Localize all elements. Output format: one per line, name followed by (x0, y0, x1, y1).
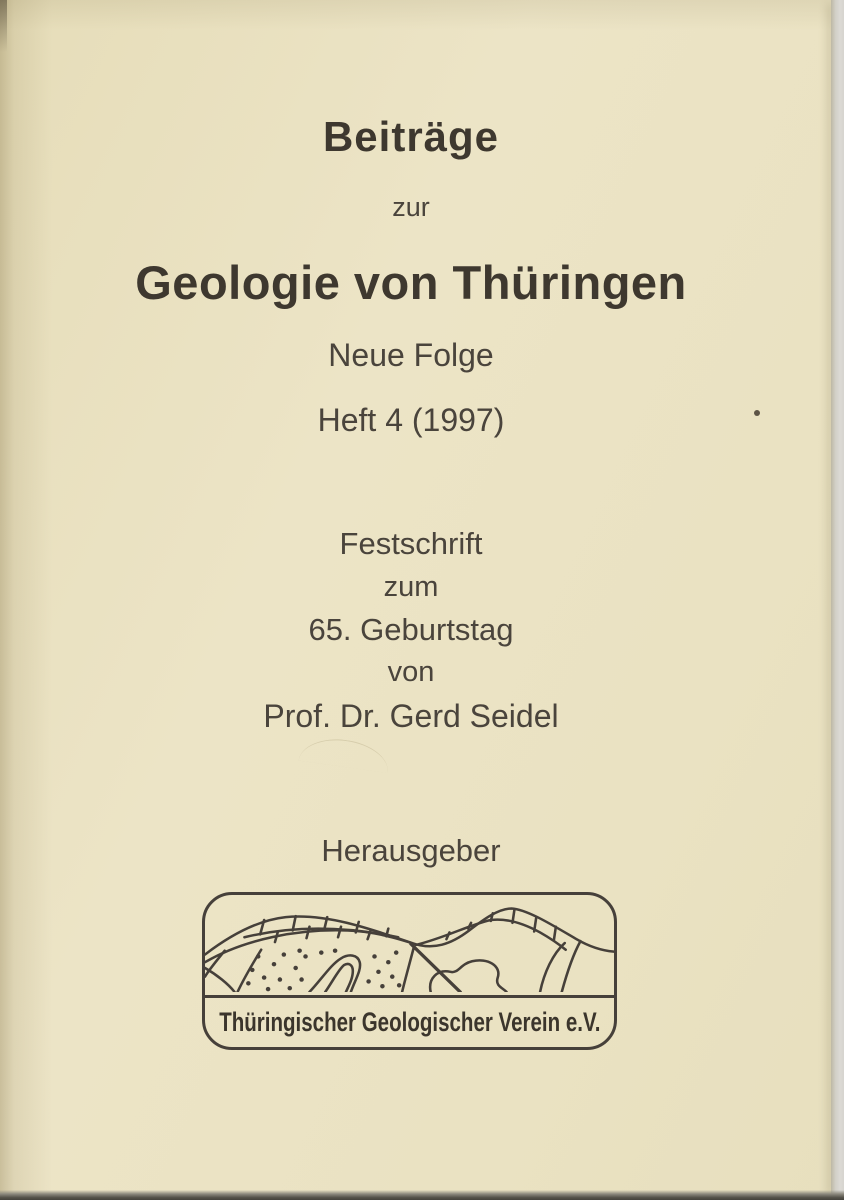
series-subject: Geologie von Thüringen (135, 256, 687, 309)
series-connector: zur (392, 192, 430, 222)
geological-cross-section-icon (205, 895, 614, 998)
scan-edge-top-left (0, 0, 7, 52)
publisher-logo-text-row (205, 998, 614, 1047)
scan-edge-bottom (0, 1190, 844, 1200)
series-note: Neue Folge (328, 337, 494, 373)
dedication-line-5: Prof. Dr. Gerd Seidel (263, 698, 559, 734)
dedication-line-3: 65. Geburtstag (308, 612, 514, 647)
publisher-label: Herausgeber (321, 833, 501, 868)
dedication-line-2: zum (383, 571, 439, 603)
dedication-line-4: von (387, 656, 435, 688)
publisher-logo-text: Thüringischer Geologischer Verein e.V. (218, 1007, 601, 1037)
scan-edge-right (831, 0, 844, 1200)
publisher-logo (202, 892, 617, 1050)
dedication-line-1: Festschrift (339, 526, 483, 561)
paper-speck (754, 410, 760, 416)
series-title: Beiträge (322, 113, 500, 160)
paper-crease (299, 734, 392, 773)
issue-line: Heft 4 (1997) (317, 402, 505, 438)
